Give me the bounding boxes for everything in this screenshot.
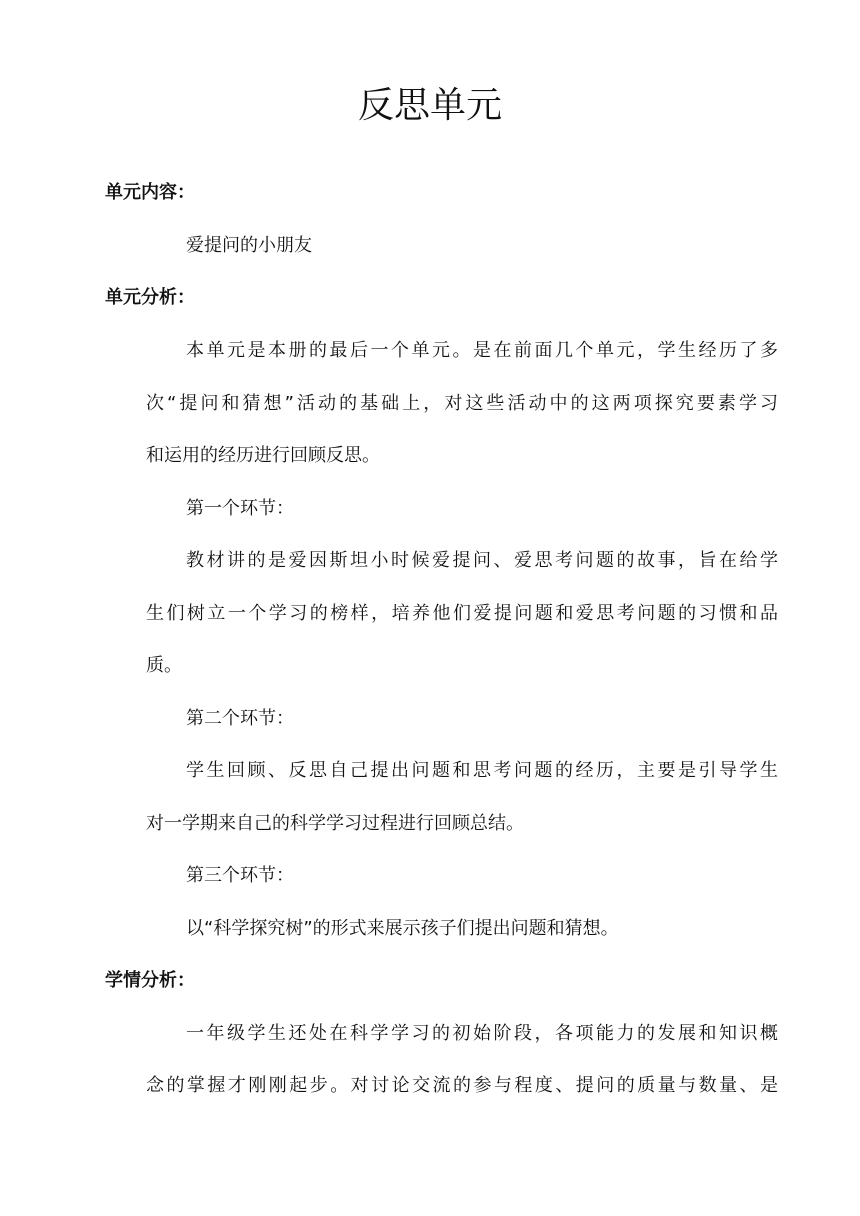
step2-line1: 学生回顾、反思自己提出问题和思考问题的经历，主要是引导学生 (186, 760, 778, 781)
step1-line3: 质。 (146, 655, 182, 676)
step2-label: 第二个环节： (186, 708, 294, 729)
section-heading-content: 单元内容： (105, 182, 195, 203)
section-heading-students: 学情分析： (105, 970, 195, 991)
step3-label: 第三个环节： (186, 865, 294, 886)
step2-line2: 对一学期来自己的科学学习过程进行回顾总结。 (146, 813, 524, 834)
section-heading-analysis: 单元分析： (105, 287, 195, 308)
document-title: 反思单元 (357, 85, 502, 126)
content-text: 爱提问的小朋友 (186, 235, 312, 256)
step1-line1: 教材讲的是爱因斯坦小时候爱提问、爱思考问题的故事，旨在给学 (186, 550, 778, 571)
step1-label: 第一个环节： (186, 498, 294, 519)
analysis-para1-line1: 本单元是本册的最后一个单元。是在前面几个单元，学生经历了多 (186, 340, 778, 361)
step3-line1: 以“科学探究树”的形式来展示孩子们提出问题和猜想。 (186, 918, 619, 939)
analysis-para1-line2: 次“提问和猜想”活动的基础上，对这些活动中的这两项探究要素学习 (146, 393, 778, 414)
step1-line2: 生们树立一个学习的榜样，培养他们爱提问题和爱思考问题的习惯和品 (146, 603, 778, 624)
students-line1: 一年级学生还处在科学学习的初始阶段，各项能力的发展和知识概 (186, 1023, 778, 1044)
students-line2: 念的掌握才刚刚起步。对讨论交流的参与程度、提问的质量与数量、是 (146, 1075, 778, 1096)
analysis-para1-line3: 和运用的经历进行回顾反思。 (146, 445, 380, 466)
